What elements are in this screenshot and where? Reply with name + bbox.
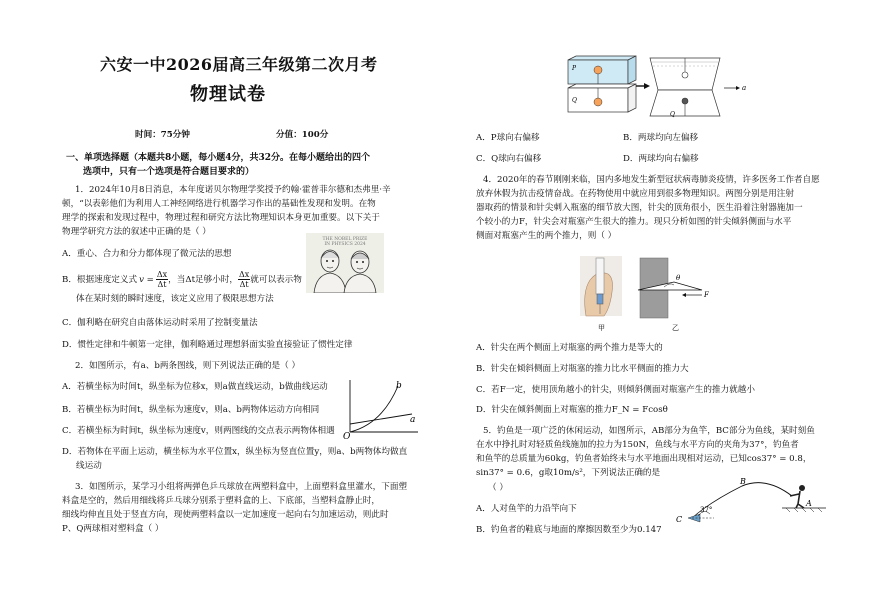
q3-boxes-figure	[560, 54, 760, 122]
fraction-denominator: Δt	[239, 280, 249, 289]
q1-option-b[interactable]	[62, 270, 302, 289]
q4-stem-line: 放弃休假为抗击疫情奋战。在药物使用中就应用到很多物理知识。两图分别是用注射	[476, 189, 794, 199]
exam-title: 六安一中2026届高三年级第二次月考	[100, 55, 378, 74]
q3-stem-line: 细线均伸直且处于竖直方向，现使两塑料盒以一定加速度一起向右匀加速运动，则此时	[62, 510, 389, 520]
angle-theta-label: θ	[676, 274, 681, 282]
fraction	[238, 270, 250, 289]
ab-graph	[342, 378, 422, 440]
q5-stem-line: 和鱼竿的总质量为60kg，钓鱼者始终未与水平地面出现相对运动，已知cos37° = 0.8，	[476, 454, 812, 464]
figure-yi-label: 乙	[672, 324, 679, 332]
q3-option-a[interactable]: A．P球向右偏移	[476, 133, 540, 143]
q3-option-c[interactable]: C．Q球向右偏移	[476, 154, 542, 164]
q1-option-b-prefix: B．根据速度定义式	[62, 274, 138, 285]
q2-option-b[interactable]: B．若横坐标为时间t，纵坐标为速度v，则a、b两物体运动方向相同	[62, 405, 320, 415]
q3-stem-line: 料盒是空的，然后用细线将乒乓球分别系于塑料盒的上、下底部，当塑料盒静止时，	[62, 496, 380, 506]
origin-label: O	[343, 432, 351, 440]
section-heading: 一、单项选择题（本题共8小题，每小题4分，共32分。在每小题给出的四个	[66, 153, 371, 163]
q3-option-b[interactable]: B．两球均向左偏移	[623, 133, 699, 143]
q1-stem-line: 1．2024年10月8日消息，本年度诺贝尔物理学奖授予约翰·霍普菲尔德和杰弗里·辛	[75, 185, 391, 195]
q2-stem: 2．如图所示，有a、b两条图线，则下列说法正确的是（ ）	[75, 361, 301, 371]
ball-q-label: Q	[572, 97, 577, 104]
q4-stem-line: 4．2020年的春节刚刚来临，国内多地发生新型冠状病毒肺炎疫情，许多医务工作者自愿	[483, 175, 820, 185]
q5-answer-paren: （ ）	[488, 483, 508, 493]
fraction-numerator: Δx	[156, 270, 168, 279]
q1-option-a[interactable]: A．重心、合力和分力都体现了微元法的思想	[62, 249, 232, 259]
q4-option-c[interactable]: C．若F一定，使用顶角越小的针尖，则倾斜侧面对瓶塞产生的推力就越小	[476, 385, 755, 395]
point-b-label: B	[740, 477, 746, 486]
q1-option-b-middle: ，当Δt足够小时，	[168, 274, 238, 285]
q4-option-a[interactable]: A．针尖在两个侧面上对瓶塞的两个推力是等大的	[476, 343, 663, 353]
q1-stem-line: 理学的探索和发现过程中，物理过程和研究方法比物理知识本身更加重要。以下关于	[62, 213, 380, 223]
q1-option-b-cont: 体在某时刻的瞬时速度，该定义应用了极限思想方法	[76, 294, 274, 304]
section-heading-cont: 选项中，只有一个选项是符合题目要求的）	[83, 167, 255, 177]
q2-option-a[interactable]: A．若横坐标为时间t，纵坐标为位移x，则a做直线运动，b做曲线运动	[62, 382, 328, 392]
acceleration-label: a	[742, 84, 747, 92]
q1-option-c[interactable]: C．伽利略在研究自由落体运动时采用了控制变量法	[62, 318, 258, 328]
q3-stem-line: 3．如图所示，某学习小组将两弹色乒乓球放在两塑料盒中，上面塑料盒里灌水，下面塑	[75, 482, 408, 492]
q1-option-d[interactable]: D．惯性定律和牛顿第一定律，伽利略通过理想斜面实验直接验证了惯性定律	[62, 340, 353, 350]
angle-37-label: 37°	[700, 506, 713, 514]
curve-a-label: a	[410, 415, 416, 425]
q1-option-b-suffix: 就可以表示物	[250, 274, 302, 285]
exam-time: 时间：75分钟	[135, 130, 190, 140]
q1-stem-line: 顿，“以表彰他们为利用人工神经网络进行机器学习作出的基础性发现和发明。在物	[62, 199, 376, 209]
velocity-symbol: v =	[139, 274, 154, 285]
q5-stem-line: 5．钓鱼是一项广泛的休闲运动，如图所示，AB部分为鱼竿，BC部分为鱼线，某时刻鱼	[483, 426, 815, 436]
exam-score: 分值：100分	[276, 130, 329, 140]
nobel-line1: THE NOBEL PRIZE	[322, 237, 368, 242]
q2-option-c[interactable]: C．若横坐标为时间t，纵坐标为速度v，则两图线的交点表示两物体相遇	[62, 426, 335, 436]
q2-option-d[interactable]: D．若物体在平面上运动，横坐标为水平位置x，纵坐标为竖直位置y，则a、b两物体均做直	[62, 447, 408, 457]
q4-option-d[interactable]: D．针尖在倾斜侧面上对瓶塞的推力F_N = Fcosθ	[476, 405, 668, 415]
q4-stem-line: 侧面对瓶塞产生的两个推力，则（ ）	[476, 231, 617, 241]
q1-stem-line: 物理学研究方法的叙述中正确的是（ ）	[62, 227, 211, 237]
q5-option-b[interactable]: B．钓鱼者的鞋底与地面的摩擦因数至少为0.147	[476, 525, 662, 535]
force-f-label: F	[704, 291, 709, 299]
fishing-figure	[670, 474, 828, 534]
ball-q2-label: Q	[670, 111, 675, 118]
q4-stem-line: 个较小的力F，针尖会对瓶塞产生很大的推力。现只分析如图的针尖倾斜侧面与水平	[476, 217, 792, 227]
exam-subject: 物理试卷	[190, 84, 266, 105]
nobel-laureates-image	[306, 233, 384, 293]
point-c-label: C	[676, 515, 683, 524]
q2-option-d-cont: 线运动	[76, 461, 102, 471]
nobel-line2: IN PHYSICS 2024	[324, 242, 366, 247]
q5-stem-line: 在水中挣扎时对轻质鱼线施加的拉力为150N，鱼线与水平方向的夹角为37°，钓鱼者	[476, 440, 799, 450]
point-a-label: A	[806, 499, 812, 508]
curve-b-label: b	[396, 381, 402, 391]
q4-option-b[interactable]: B．针尖在倾斜侧面上对瓶塞的推力比水平侧面的推力大	[476, 364, 689, 374]
q5-stem-line: sin37° = 0.6，g取10m/s²，下列说法正确的是	[476, 468, 661, 478]
q3-option-d[interactable]: D．两球均向右偏移	[623, 154, 699, 164]
fraction-numerator: Δx	[239, 270, 250, 279]
fraction-denominator: Δt	[157, 280, 167, 289]
syringe-figure	[578, 252, 718, 334]
fraction	[156, 270, 168, 289]
q3-stem-line: P、Q两球相对塑料盒（ ）	[62, 524, 164, 534]
figure-jia-label: 甲	[598, 324, 605, 332]
ball-p-label: P	[572, 65, 577, 72]
q5-option-a[interactable]: A．人对鱼竿的力沿竿向下	[476, 504, 577, 514]
q4-stem-line: 器取药的情景和针尖刺入瓶塞的细节放大图，针尖的顶角很小，医生沿着注射器施加一	[476, 203, 803, 213]
